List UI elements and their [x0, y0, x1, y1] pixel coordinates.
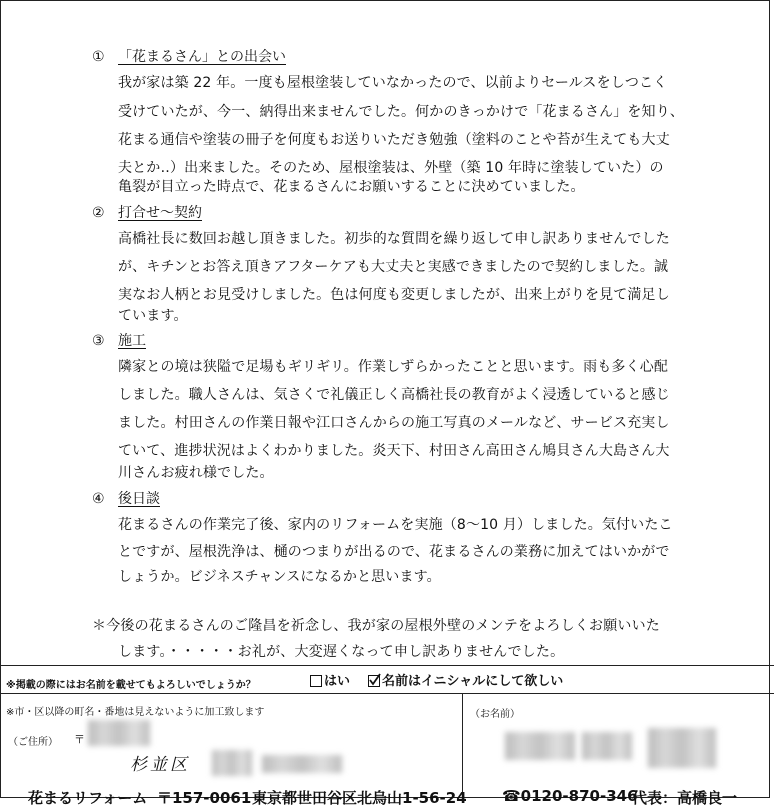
- redacted-name: [648, 728, 716, 768]
- section-3-line: しました。職人さんは、気さくで礼儀正しく高橋社長の教育がよく浸透していると感じ: [118, 387, 670, 403]
- section-1-number: ①: [92, 49, 105, 65]
- checkbox-initials[interactable]: [368, 675, 380, 687]
- footer-representative: 代表：高橋良一: [632, 789, 738, 807]
- address-note: ※市・区以降の町名・番地は見えないように加工致します: [6, 707, 265, 718]
- handwritten-address: 杉並区: [130, 755, 190, 775]
- section-4-number: ④: [92, 491, 105, 507]
- checkbox-yes[interactable]: [310, 675, 322, 687]
- option-initials-label: 名前はイニシャルにして欲しい: [382, 674, 564, 689]
- section-4-line: とですが、屋根洗浄は、樋のつまりが出るので、花まるさんの業務に加えてはいかがで: [118, 544, 670, 560]
- postal-mark: 〒: [74, 733, 85, 746]
- divider: [0, 665, 774, 666]
- box-divider: [462, 693, 463, 798]
- closing-line: します。・・・・・お礼が、大変遅くなって申し訳ありませんでした。: [118, 644, 565, 660]
- section-1-line: 亀裂が目立った時点で、花まるさんにお願いすることに決めていました。: [118, 179, 585, 195]
- section-2-line: ています。: [118, 308, 188, 324]
- section-2-title: 打合せ～契約: [118, 205, 202, 221]
- section-3-number: ③: [92, 333, 105, 349]
- redacted-name: [505, 732, 575, 760]
- closing-line: ＊今後の花まるさんのご隆昌を祈念し、我が家の屋根外壁のメンテをよろしくお願いいた: [92, 618, 660, 634]
- section-3-line: ました。村田さんの作業日報や江口さんからの施工写真のメールなど、サービス充実し: [118, 415, 670, 431]
- section-3-title: 施工: [118, 333, 146, 349]
- section-1-line: 花まる通信や塗装の冊子を何度もお送りいただき勉強（塗料のことや苔が生えても大丈: [118, 132, 670, 148]
- redacted-address: [262, 755, 342, 773]
- section-4-title: 後日談: [118, 491, 160, 507]
- section-2-line: が、キチンとお答え頂きアフターケアも大丈夫と実感できましたので契約しました。誠: [118, 259, 669, 275]
- redacted-postal-code: [88, 720, 150, 746]
- section-2-line: 高橋社長に数回お越し頂きました。初歩的な質問を繰り返して申し訳ありませんでした: [118, 231, 670, 247]
- option-yes-label: はい: [324, 674, 351, 689]
- section-3-line: 川さんお疲れ様でした。: [118, 465, 274, 481]
- section-2-heading: [92, 202, 202, 222]
- section-1-line: 受けていたが、今一、納得出来ませんでした。何かのきっかけで「花まるさん」を知り、: [118, 104, 684, 120]
- redacted-name: [582, 732, 632, 760]
- name-label: （お名前）: [470, 709, 520, 720]
- section-2-number: ②: [92, 205, 105, 221]
- section-3-line: 隣家との境は狭隘で足場もギリギリ。作業しずらかったことと思います。雨も多く心配: [118, 359, 669, 375]
- section-3-line: ていて、進捗状況はよくわかりました。炎天下、村田さん高田さん鳩貝さん大島さん大: [118, 443, 670, 459]
- footer-postal: 〒157-0061: [157, 789, 252, 807]
- section-1-heading: [92, 46, 286, 66]
- consent-question: ※掲載の際にはお名前を載せてもよろしいでしょうか？: [6, 680, 256, 691]
- footer-phone: ☎0120-870-346: [502, 787, 638, 805]
- section-1-line: 夫とか‥）出来ました。そのため、屋根塗装は、外壁（築 10 年時に塗装していた）の: [118, 160, 664, 176]
- footer-address: 東京都世田谷区北烏山1-56-24: [252, 789, 467, 807]
- address-label: （ご住所）: [8, 737, 58, 748]
- section-4-heading: [92, 488, 160, 508]
- section-1-line: 我が家は築 22 年。一度も屋根塗装していなかったので、以前よりセールスをしつこく: [118, 75, 668, 91]
- redacted-address: [212, 750, 252, 776]
- option-initials[interactable]: [368, 670, 563, 689]
- section-4-line: しょうか。ビジネスチャンスになるかと思います。: [118, 569, 441, 585]
- section-1-title: 「花まるさん」との出会い: [118, 49, 286, 65]
- section-4-line: 花まるさんの作業完了後、家内のリフォームを実施（8～10 月）しました。気付いたこ: [118, 517, 673, 533]
- section-3-heading: [92, 330, 146, 350]
- divider: [0, 693, 774, 694]
- footer-company: 花まるリフォーム: [28, 789, 148, 807]
- section-2-line: 実なお人柄とお見受けしました。色は何度も変更しましたが、出来上がりを見て満足し: [118, 287, 670, 303]
- check-icon: [368, 673, 382, 687]
- option-yes[interactable]: [310, 670, 350, 689]
